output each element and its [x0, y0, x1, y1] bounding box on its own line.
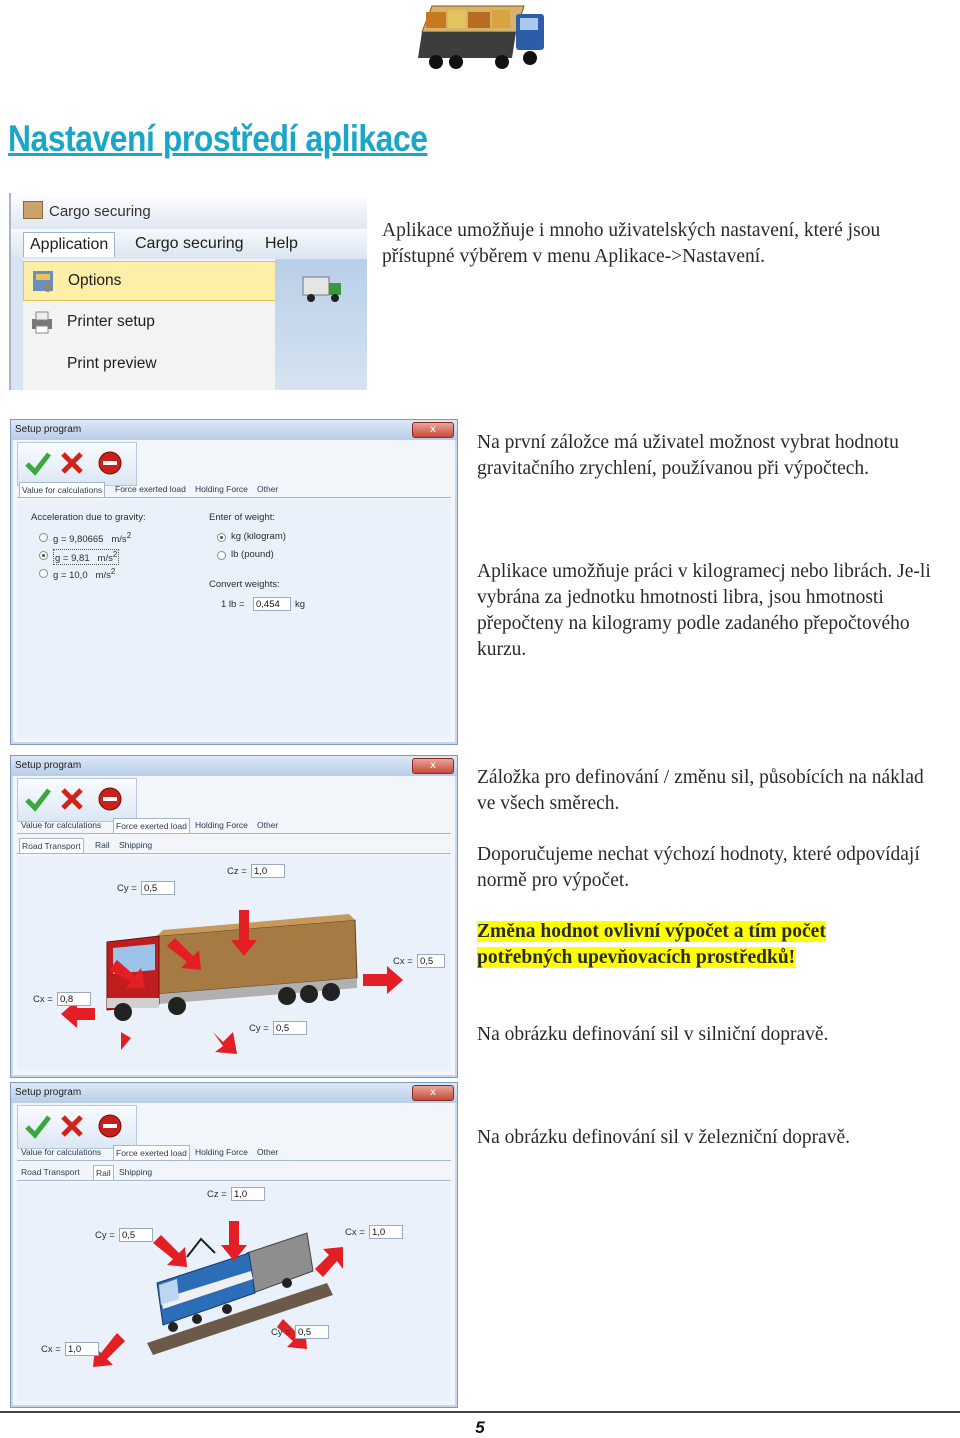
menu-screenshot [9, 193, 367, 390]
toolbar-background [275, 259, 367, 390]
values-panel [17, 500, 451, 738]
road-panel [17, 856, 451, 1071]
setup-dialog-values [10, 419, 458, 745]
page-title: Nastavení prostředí aplikace [8, 118, 428, 159]
subtab-shipping[interactable]: Shipping [119, 1167, 153, 1177]
truck-logo-image [412, 2, 550, 72]
subtab-road-transport[interactable]: Road Transport [21, 1167, 80, 1177]
dialog-title: Setup program [11, 756, 457, 776]
tab-force-exerted-load[interactable]: Force exerted load [113, 1145, 190, 1160]
confirm-check-icon[interactable] [24, 785, 52, 813]
tab-holding-force[interactable]: Holding Force [195, 1147, 248, 1157]
convert-label: 1 lb = [221, 599, 245, 610]
paragraph-units: Aplikace umožňuje práci v kilogramecj nebo librách. Je-li vybrána za jednotku hmotnosti libra, jsou hmotnosti přepočteny na kilogramy podle zadaného přepočtového kurzu. [477, 561, 931, 660]
options-icon [30, 268, 56, 294]
weight-radio-kg[interactable] [217, 533, 226, 542]
menu-item-options[interactable] [23, 261, 277, 301]
weight-heading: Enter of weight: [209, 512, 276, 523]
cy-left-input[interactable]: 0,5 [119, 1228, 153, 1242]
subtab-shipping[interactable]: Shipping [119, 840, 153, 850]
force-arrows [17, 856, 451, 1071]
menu-bar [11, 229, 367, 259]
dialog-toolbar [17, 778, 137, 822]
gravity-option-3: g = 10,0 $m/s^2$ [53, 567, 116, 582]
app-icon [23, 201, 43, 219]
gravity-radio-2[interactable] [39, 551, 48, 560]
gravity-radio-3[interactable] [39, 569, 48, 578]
weight-option-kg: kg (kilogram) [231, 531, 286, 542]
menu-item-printer-setup[interactable] [23, 303, 275, 341]
close-icon[interactable]: x [412, 422, 454, 438]
dialog-title: Setup program [11, 420, 457, 440]
convert-heading: Convert weights: [209, 579, 280, 590]
dialog-toolbar [17, 1105, 137, 1149]
cancel-x-icon[interactable] [58, 449, 86, 477]
cy-bottom-label: Cy = [249, 1023, 269, 1034]
paragraph-warning [477, 919, 957, 971]
menu-item-printer-setup-label: Printer setup [67, 313, 155, 330]
menu-window-titlebar [11, 193, 367, 229]
transport-subtabs [17, 1165, 451, 1181]
paragraph-settings-intro: Aplikace umožňuje i mnoho uživatelských nastavení, které jsou přístupné výběrem v menu Aplikace->Nastavení. [382, 220, 881, 267]
setup-dialog-rail [10, 1082, 458, 1408]
cx-right-input[interactable]: 0,5 [417, 954, 445, 968]
cx-left-label: Cx = [33, 994, 53, 1005]
convert-unit: kg [295, 599, 306, 610]
rail-panel [17, 1183, 451, 1401]
tab-other[interactable]: Other [257, 1147, 279, 1157]
confirm-check-icon[interactable] [24, 449, 52, 477]
gravity-option-1: g = 9,80665 $m/s^2$ [53, 531, 132, 546]
tab-other[interactable]: Other [257, 820, 279, 830]
transport-subtabs [17, 838, 451, 854]
gravity-radio-1[interactable] [39, 533, 48, 542]
paragraph-road-figure: Na obrázku definování sil v silniční dopravě. [477, 1024, 829, 1045]
tab-holding-force[interactable]: Holding Force [195, 820, 248, 830]
menu-window-title: Cargo securing [49, 203, 151, 220]
warning-line-1: Změna hodnot ovlivní výpočet a tím počet [477, 921, 826, 942]
confirm-check-icon[interactable] [24, 1112, 52, 1140]
menu-item-print-preview[interactable] [23, 345, 275, 383]
cy-bottom-input[interactable]: 0,5 [273, 1021, 307, 1035]
reset-icon[interactable] [96, 785, 124, 813]
printer-icon [29, 309, 55, 335]
truck-toolbar-icon [301, 273, 345, 303]
tab-value-for-calculations[interactable]: Value for calculations [21, 1147, 102, 1157]
reset-icon[interactable] [96, 449, 124, 477]
cx-left-label: Cx = [41, 1344, 61, 1355]
paragraph-gravity: Na první záložce má uživatel možnost vybrat hodnotu gravitačního zrychlení, používanou při výpočtech. [477, 432, 899, 479]
reset-icon[interactable] [96, 1112, 124, 1140]
footer-rule [0, 1411, 960, 1413]
gravity-heading: Acceleration due to gravity: [31, 512, 146, 523]
subtab-road-transport[interactable]: Road Transport [19, 838, 84, 853]
cz-label: Cz = [227, 866, 247, 877]
menu-item-options-label: Options [68, 272, 122, 289]
menu-cargo-securing[interactable]: Cargo securing [135, 235, 244, 252]
gravity-option-2: g = 9,81 $m/s^2$ [55, 550, 118, 565]
cx-left-input[interactable]: 0,8 [57, 992, 91, 1006]
cx-right-label: Cx = [393, 956, 413, 967]
tab-value-for-calculations[interactable]: Value for calculations [19, 482, 105, 497]
cy-left-label: Cy = [95, 1230, 115, 1241]
cy-top-label: Cy = [117, 883, 137, 894]
cy-bottom-label: Cy = [271, 1327, 291, 1338]
tab-other[interactable]: Other [257, 484, 279, 494]
cz-input[interactable]: 1,0 [231, 1187, 265, 1201]
weight-option-lb: lb (pound) [231, 549, 274, 560]
cancel-x-icon[interactable] [58, 1112, 86, 1140]
close-icon[interactable]: x [412, 1085, 454, 1101]
page-number: 5 [475, 1418, 485, 1437]
paragraph-rail-figure: Na obrázku definování sil v železniční dopravě. [477, 1127, 851, 1148]
cy-bottom-input[interactable]: 0,5 [295, 1325, 329, 1339]
force-arrows [17, 1183, 451, 1401]
cx-right-input[interactable]: 1,0 [369, 1225, 403, 1239]
cancel-x-icon[interactable] [58, 785, 86, 813]
weight-radio-lb[interactable] [217, 551, 226, 560]
dialog-toolbar [17, 442, 137, 486]
application-dropdown [23, 259, 276, 390]
cy-top-input[interactable]: 0,5 [141, 881, 175, 895]
convert-input[interactable]: 0,454 [253, 597, 291, 611]
dialog-tabs [17, 482, 451, 498]
setup-dialog-road [10, 755, 458, 1078]
tab-holding-force[interactable]: Holding Force [195, 484, 248, 494]
dialog-tabs [17, 818, 451, 834]
menu-help[interactable]: Help [265, 235, 298, 252]
subtab-rail[interactable]: Rail [95, 840, 110, 850]
subtab-rail[interactable]: Rail [93, 1165, 114, 1180]
paragraph-forces-tab: Záložka pro definování / změnu sil, působících na náklad ve všech směrech. [477, 767, 924, 814]
tab-value-for-calculations[interactable]: Value for calculations [21, 820, 102, 830]
paragraph-recommendation: Doporučujeme nechat výchozí hodnoty, které odpovídají normě pro výpočet. [477, 844, 920, 891]
menu-application[interactable]: Application [23, 232, 115, 257]
cz-label: Cz = [207, 1189, 227, 1200]
dialog-title: Setup program [11, 1083, 457, 1103]
warning-line-2: potřebných upevňovacích prostředků! [477, 947, 796, 968]
cx-left-input[interactable]: 1,0 [65, 1342, 99, 1356]
menu-item-print-preview-label: Print preview [67, 355, 157, 372]
dialog-tabs [17, 1145, 451, 1161]
tab-force-exerted-load[interactable]: Force exerted load [115, 484, 186, 494]
cz-input[interactable]: 1,0 [251, 864, 285, 878]
tab-force-exerted-load[interactable]: Force exerted load [113, 818, 190, 833]
close-icon[interactable]: x [412, 758, 454, 774]
cx-right-label: Cx = [345, 1227, 365, 1238]
